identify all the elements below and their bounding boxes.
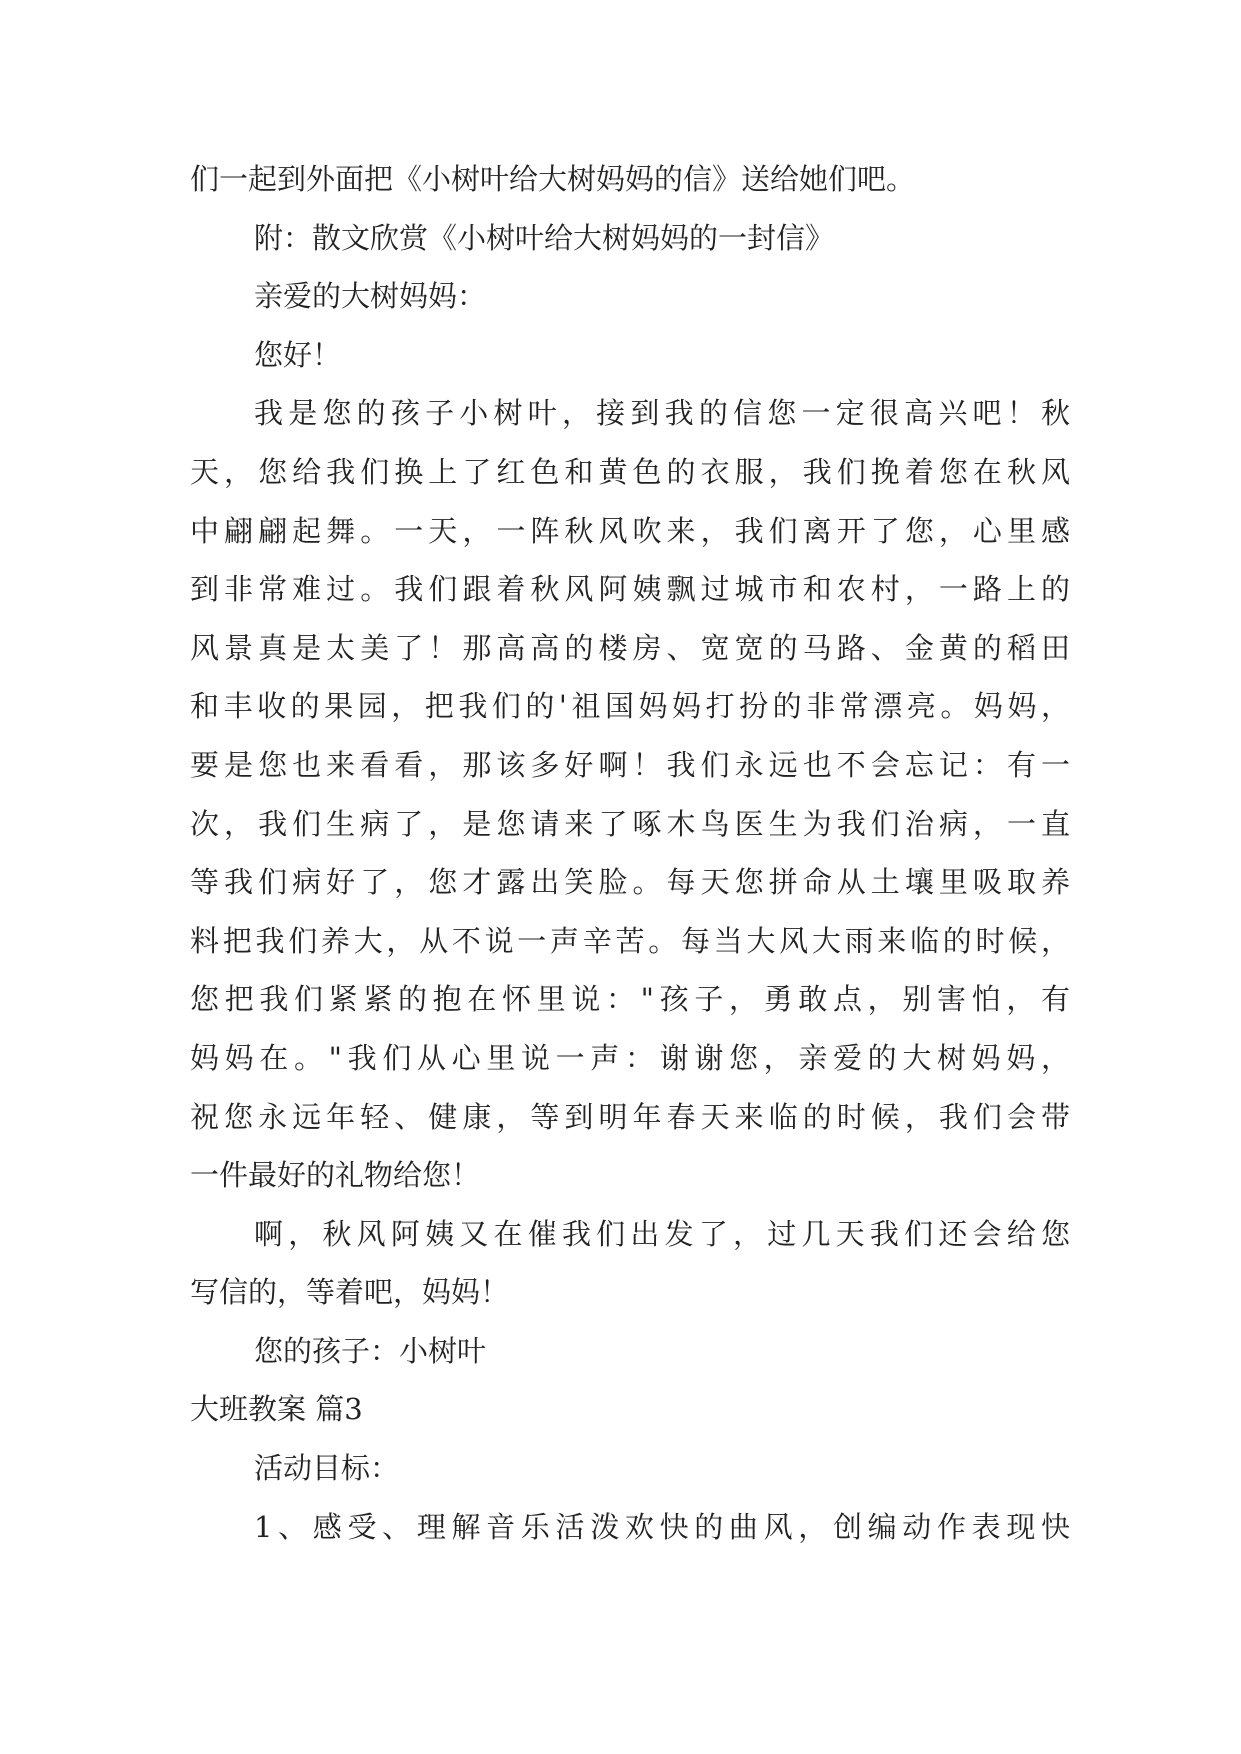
document-body [190, 150, 1070, 1556]
text-line: 们一起到外面把《小树叶给大树妈妈的信》送给她们吧。 [190, 162, 916, 196]
text-line: 附：散文欣赏《小树叶给大树妈妈的一封信》 [254, 220, 835, 255]
text-line: 次，我们生病了，是您请来了啄木鸟医生为我们治病，一直 [190, 806, 1070, 841]
text-line: 一件最好的礼物给您！ [190, 1158, 481, 1193]
text-line: 到非常难过。我们跟着秋风阿姨飘过城市和农村，一路上的 [190, 572, 1070, 607]
text-line: 写信的，等着吧，妈妈！ [190, 1275, 510, 1310]
text-line: 等我们病好了，您才露出笑脸。每天您拼命从土壤里吸取养 [190, 865, 1070, 900]
text-line: 妈妈在。"我们从心里说一声：谢谢您，亲爱的大树妈妈， [190, 1040, 1070, 1075]
text-line: 祝您永远年轻、健康，等到明年春天来临的时候，我们会带 [190, 1099, 1070, 1134]
text-line: 料把我们养大，从不说一声辛苦。每当大风大雨来临的时候， [190, 923, 1070, 958]
text-line: 和丰收的果园，把我们的'祖国妈妈打扮的非常漂亮。妈妈， [190, 689, 1070, 724]
text-line: 风景真是太美了！那高高的楼房、宽宽的马路、金黄的稻田 [190, 630, 1070, 665]
section-heading: 大班教案 篇3 [190, 1392, 363, 1427]
text-line: 亲爱的大树妈妈： [254, 279, 487, 314]
text-line: 天，您给我们换上了红色和黄色的衣服，我们挽着您在秋风 [190, 454, 1070, 489]
text-line: 您把我们紧紧的抱在怀里说："孩子，勇敢点，别害怕，有 [190, 982, 1070, 1017]
text-line: 您的孩子：小树叶 [254, 1333, 487, 1368]
text-line: 1、感受、理解音乐活泼欢快的曲风，创编动作表现快 [254, 1509, 1070, 1544]
text-line: 中翩翩起舞。一天，一阵秋风吹来，我们离开了您，心里感 [190, 513, 1070, 548]
text-line: 我是您的孩子小树叶，接到我的信您一定很高兴吧！秋 [254, 396, 1070, 431]
text-line: 要是您也来看看，那该多好啊！我们永远也不会忘记：有一 [190, 747, 1070, 782]
text-line: 啊，秋风阿姨又在催我们出发了，过几天我们还会给您 [254, 1216, 1070, 1251]
text-line: 活动目标： [254, 1451, 400, 1486]
text-line: 您好！ [254, 337, 342, 372]
